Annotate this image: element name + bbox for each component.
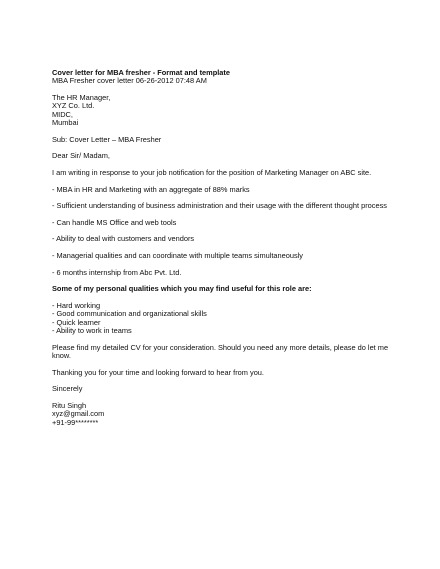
recipient-line: The HR Manager,	[52, 93, 111, 102]
quality-item: - Ability to work in teams	[52, 325, 132, 335]
list-item: - Managerial qualities and can coordinate with multiple teams simultaneously	[52, 250, 304, 260]
recipient-address	[52, 94, 392, 128]
document-title: Cover letter for MBA fresher - Format and template	[52, 68, 230, 77]
list-item: - MBA in HR and Marketing with an aggregate of 88% marks	[52, 184, 250, 194]
document-subtitle: MBA Fresher cover letter 06-26-2012 07:48 AM	[52, 76, 207, 86]
thanks-paragraph: Thanking you for your time and looking forward to hear from you.	[52, 367, 264, 377]
list-item: - Can handle MS Office and web tools	[52, 217, 177, 227]
subject-line: Sub: Cover Letter – MBA Fresher	[52, 134, 162, 144]
letter-page	[52, 69, 392, 427]
signature-name: Ritu Singh	[52, 400, 87, 410]
signature-email: xyz@gmail.com	[52, 409, 105, 419]
intro-paragraph: I am writing in response to your job notification for the position of Marketing Manager on ABC site.	[52, 168, 372, 177]
quality-item: - Quick learner	[52, 317, 101, 327]
list-item: - Ability to deal with customers and vendors	[52, 234, 195, 244]
quality-item: - Good communication and organizational skills	[52, 309, 207, 319]
recipient-line: Mumbai	[52, 118, 79, 128]
cv-note-paragraph: Please find my detailed CV for your consideration. Should you need any more details, please do let me know.	[52, 342, 389, 360]
salutation: Dear Sir/ Madam,	[52, 151, 110, 161]
closing: Sincerely	[52, 384, 83, 394]
signature-phone: +91-99********	[52, 417, 99, 427]
recipient-line: XYZ Co. Ltd.	[52, 101, 95, 111]
quality-item: - Hard working	[52, 300, 101, 310]
qualities-heading: Some of my personal qualities which you may find useful for this role are:	[52, 284, 312, 294]
list-item: - 6 months internship from Abc Pvt. Ltd.	[52, 267, 182, 277]
list-item: - Sufficient understanding of business administration and their usage with the different thought process	[52, 201, 387, 211]
recipient-line: MIDC,	[52, 109, 73, 119]
